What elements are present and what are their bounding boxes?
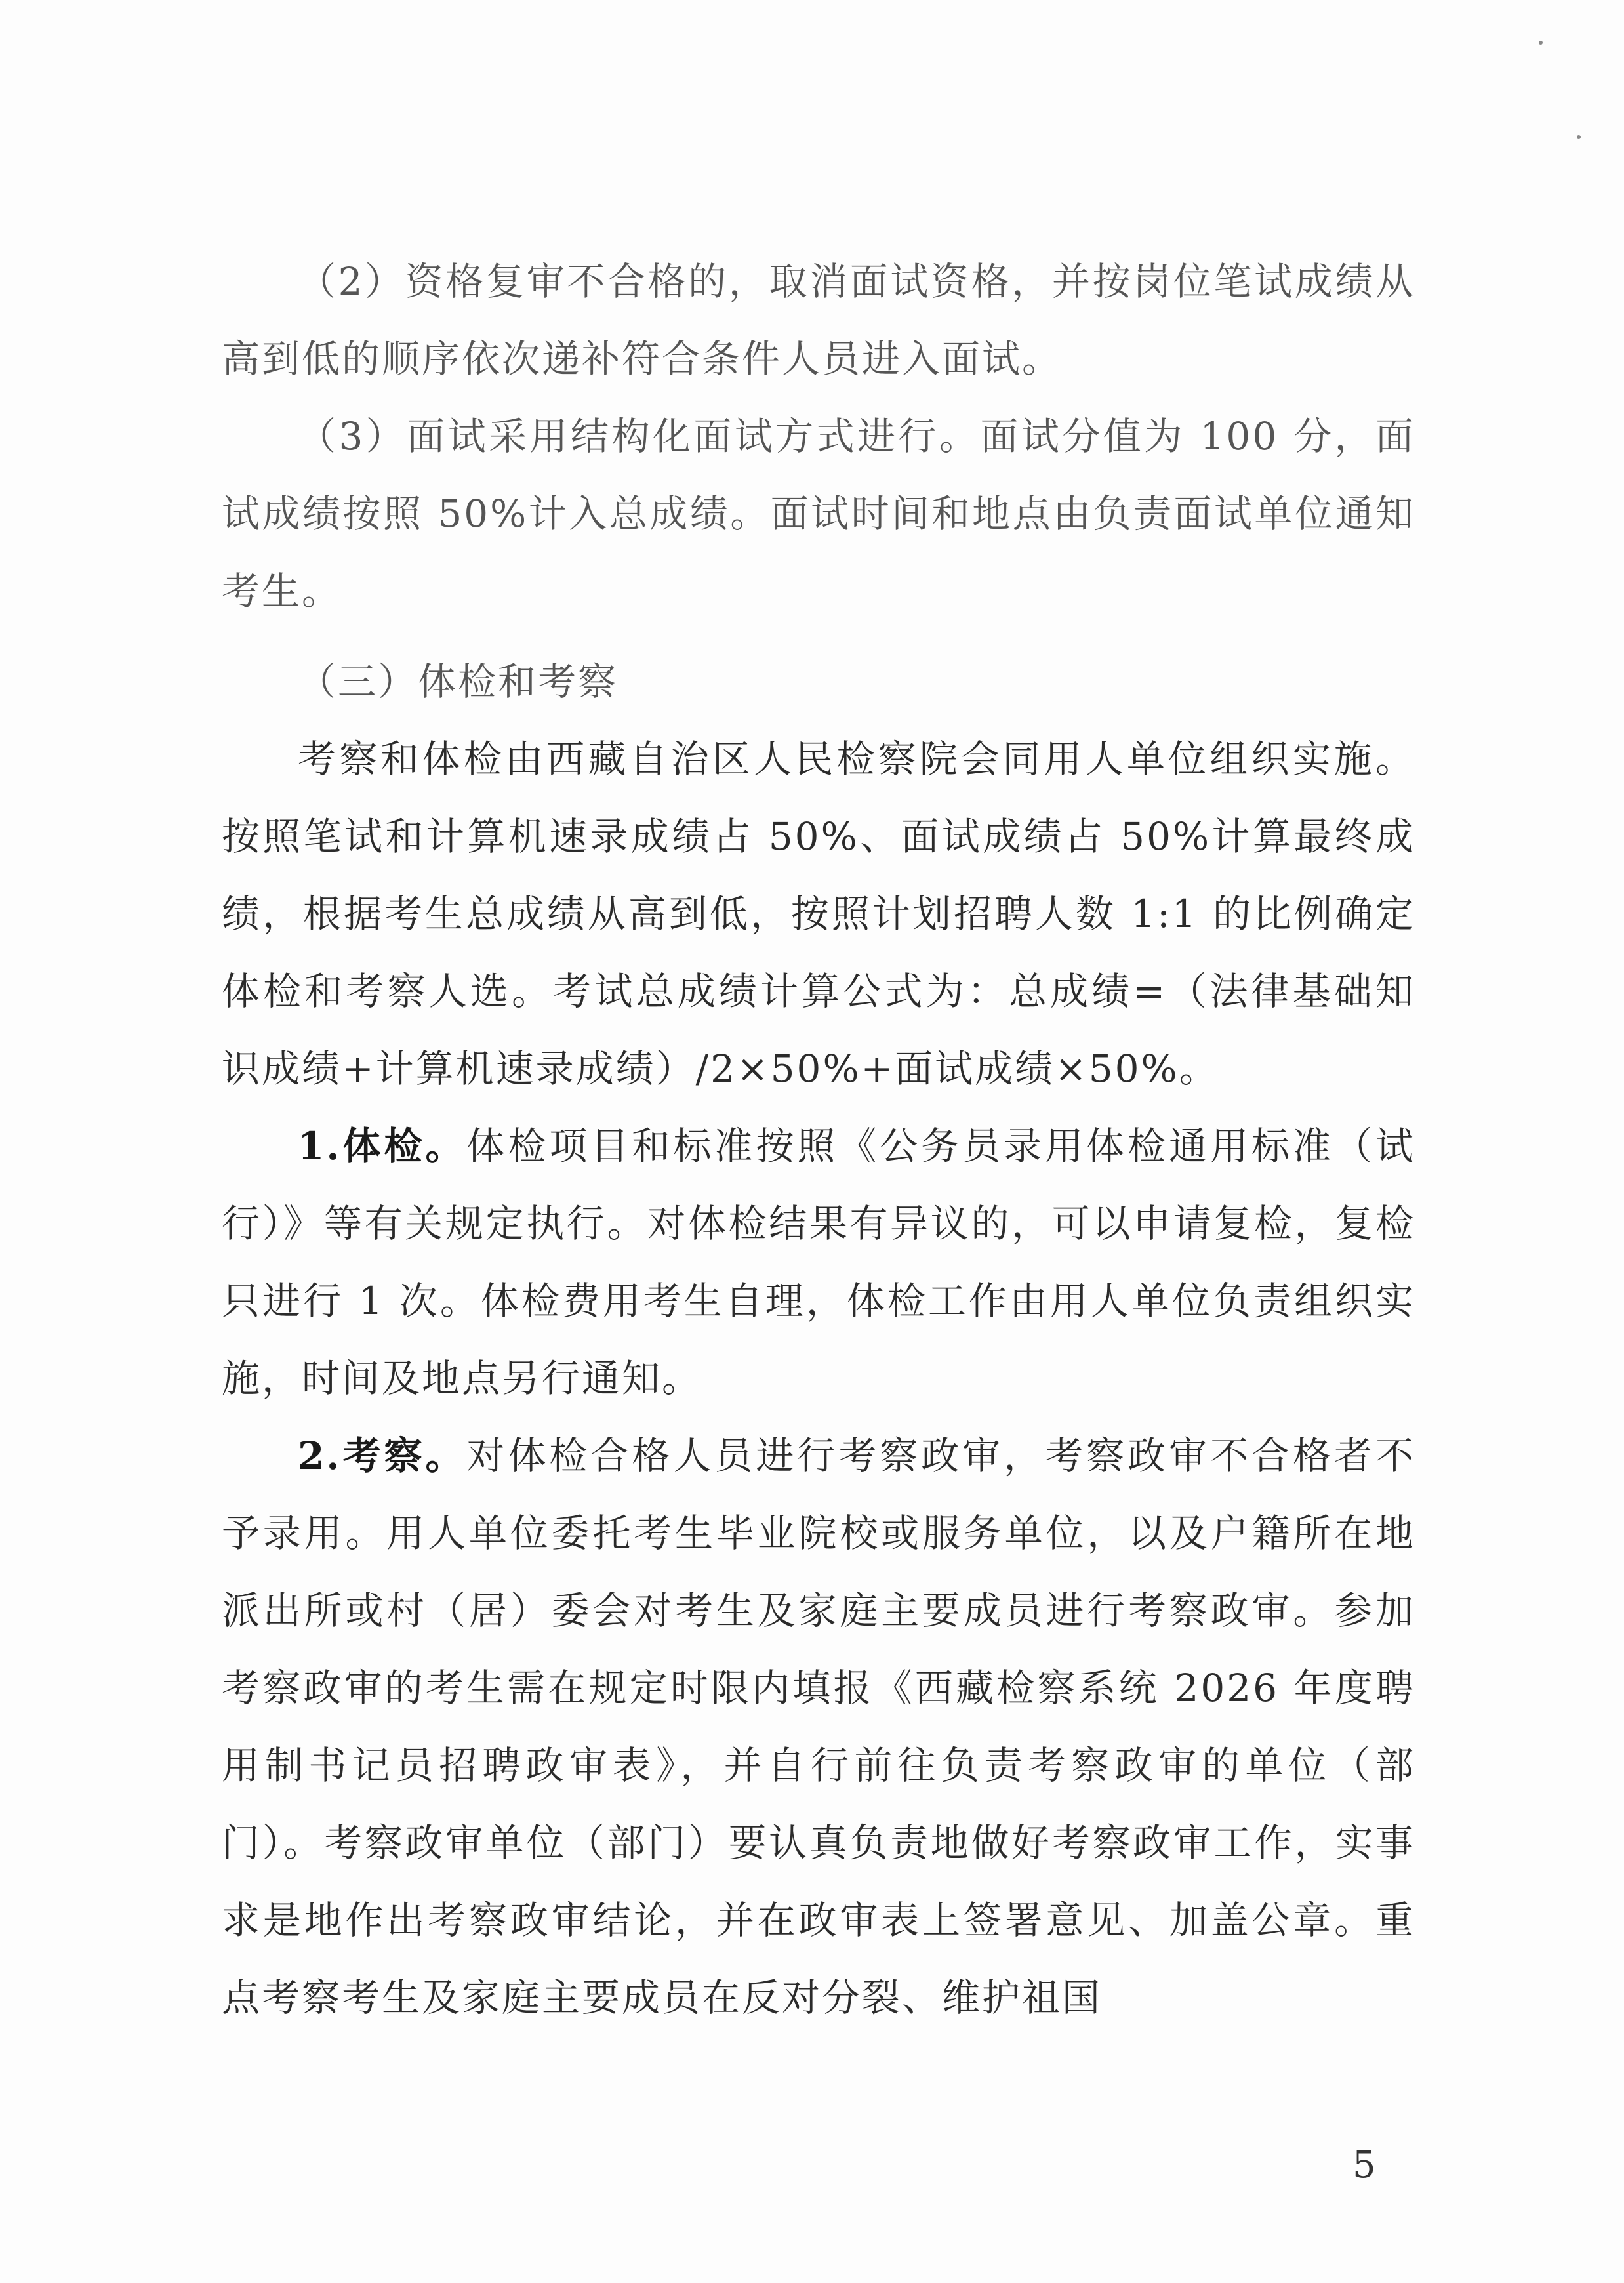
paragraph-physical-exam: 1.体检。体检项目和标准按照《公务员录用体检通用标准（试行）》等有关规定执行。对体检结果有异议的，可以申请复检，复检只进行 1 次。体检费用考生自理，体检工作由用人单位负责组织实施，时间及地点另行通知。 (222, 1124, 1415, 1401)
paragraph-lead-physical: 1.体检。 (298, 1124, 467, 1168)
paragraph-political-review: 2.考察。对体检合格人员进行考察政审，考察政审不合格者不予录用。用人单位委托考生毕业院校或服务单位，以及户籍所在地派出所或村（居）委会对考生及家庭主要成员进行考察政审。参加考察政审的考生需在规定时限内填报《西藏检察系统 2026 年度聘用制书记员招聘政审表》，并自行前往负责考察政审的单位（部门）。考察政审单位（部门）要认真负责地做好考察政审工作，实事求是地作出考察政审结论，并在政审表上签署意见、加盖公章。重点考察考生及家庭主要成员在反对分裂、维护祖国 (222, 1433, 1415, 2020)
page-number: 5 (1352, 2144, 1376, 2187)
scan-speck (1577, 135, 1581, 139)
paragraph-requalification-failed: （2）资格复审不合格的，取消面试资格，并按岗位笔试成绩从高到低的顺序依次递补符合条件人员进入面试。 (222, 259, 1415, 381)
paragraph-interview-method: （3）面试采用结构化面试方式进行。面试分值为 100 分，面试成绩按照 50%计入总成绩。面试时间和地点由负责面试单位通知考生。 (222, 414, 1415, 613)
section-heading-physical-and-review: （三）体检和考察 (298, 659, 619, 704)
paragraph-lead-review: 2.考察。 (298, 1433, 467, 1478)
paragraph-review-and-exam: 考察和体检由西藏自治区人民检察院会同用人单位组织实施。按照笔试和计算机速录成绩占 50%、面试成绩占 50%计算最终成绩，根据考生总成绩从高到低，按照计划招聘人数 1:1 的比例确定体检和考察人选。考试总成绩计算公式为：总成绩=（法律基础知识成绩+计算机速录成绩）/2×50%+面试成绩×50%。 (222, 737, 1415, 1091)
scan-speck (1539, 41, 1543, 45)
body-text (222, 243, 1415, 2036)
